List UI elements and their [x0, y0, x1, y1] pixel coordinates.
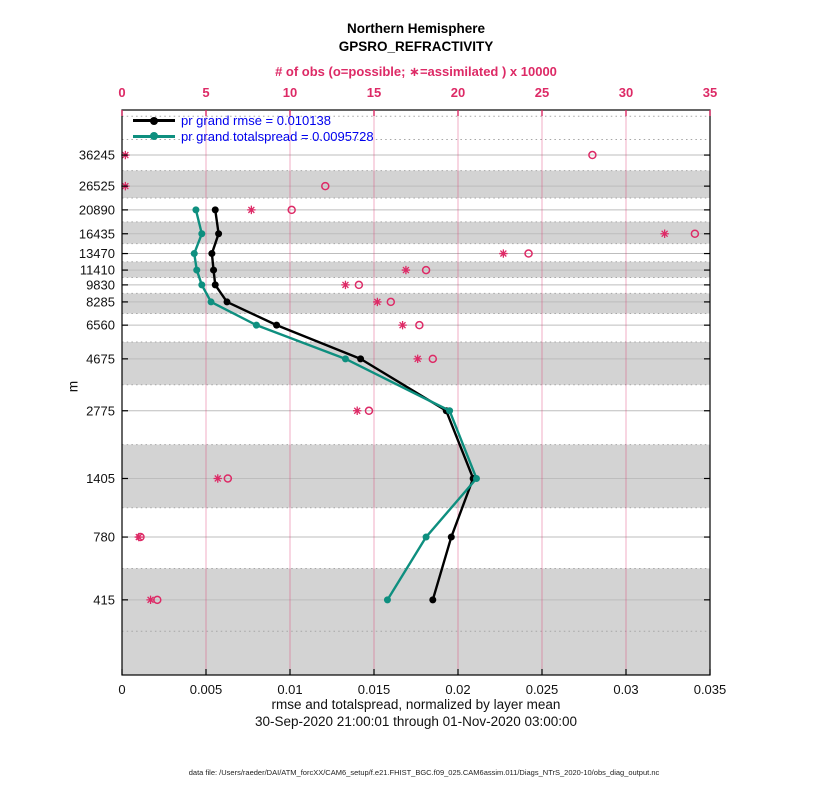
x-tick-label: 0.035 [693, 682, 727, 697]
x-tick-label: 0 [118, 682, 126, 697]
totalspread-point [198, 230, 205, 237]
y-tick-label: 780 [93, 529, 115, 545]
x-tick-label: 0.03 [613, 682, 639, 697]
x-tick-label: 0.01 [277, 682, 303, 697]
assimilated-obs-marker [402, 266, 410, 274]
y-tick-label: 26525 [78, 178, 115, 194]
y-tick-label: 13470 [78, 246, 115, 262]
totalspread-point [208, 298, 215, 305]
x-tick-label: 0.015 [357, 682, 391, 697]
rmse-point [215, 230, 222, 237]
top-tick-label: 20 [450, 85, 466, 100]
y-tick-label: 16435 [78, 226, 115, 242]
totalspread-point [473, 475, 480, 482]
y-tick-label: 20890 [78, 202, 115, 218]
assimilated-obs-marker [660, 230, 668, 238]
rmse-point [208, 250, 215, 257]
figure-subtitle: GPSRO_REFRACTIVITY [338, 39, 494, 54]
top-tick-label: 5 [202, 85, 210, 100]
totalspread-point [446, 407, 453, 414]
y-tick-label: 6560 [86, 317, 115, 333]
assimilated-obs-marker [214, 474, 222, 482]
y-tick-label: 1405 [86, 470, 115, 486]
layer-band [122, 568, 710, 675]
top-tick-label: 35 [702, 85, 718, 100]
layer-band [122, 171, 710, 198]
legend-item-totalspread [133, 129, 374, 145]
assimilated-obs-marker [413, 355, 421, 363]
y-tick-label: 36245 [78, 147, 115, 163]
y-tick-label: 11410 [79, 262, 115, 278]
x-tick-label: 0.02 [445, 682, 471, 697]
top-tick-label: 25 [534, 85, 550, 100]
rmse-point [273, 322, 280, 329]
assimilated-obs-marker [247, 206, 255, 214]
totalspread-point [423, 534, 430, 541]
y-tick-label: 415 [93, 592, 115, 608]
x-axis-date-range: 30-Sep-2020 21:00:01 through 01-Nov-2020 03:00:00 [255, 714, 577, 729]
top-tick-label: 10 [282, 85, 298, 100]
assimilated-obs-marker [341, 281, 349, 289]
totalspread-point [253, 322, 260, 329]
totalspread-point [191, 250, 198, 257]
totalspread-legend-label: pr grand totalspread = 0.0095728 [181, 128, 374, 144]
totalspread-point [198, 281, 205, 288]
legend [133, 113, 374, 144]
layer-band [122, 342, 710, 385]
rmse-legend-dot [150, 117, 158, 125]
top-tick-label: 30 [618, 85, 634, 100]
x-axis-label: rmse and totalspread, normalized by layer mean [271, 697, 561, 712]
rmse-legend-label: pr grand rmse = 0.010138 [181, 113, 331, 129]
assimilated-obs-marker [353, 407, 361, 415]
data-file-path: data file: /Users/raeder/DAI/ATM_forcXX/CAM6_setup/f.e21.FHIST_BGC.f09_025.CAM6assim.011/Diags_NTrS_2020-10/obs_diag_output.nc [188, 768, 660, 777]
rmse-point [210, 267, 217, 274]
top-tick-label: 0 [118, 85, 126, 100]
layer-band [122, 222, 710, 244]
rmse-point [448, 534, 455, 541]
obs-axis-label: # of obs (o=possible; ∗=assimilated ) x 10000 [275, 64, 557, 79]
assimilated-obs-marker [499, 249, 507, 257]
y-tick-label: 8285 [86, 294, 115, 310]
y-axis-label: m [65, 380, 81, 393]
x-tick-label: 0.005 [189, 682, 223, 697]
rmse-legend-line-swatch [133, 119, 175, 122]
totalspread-point [342, 355, 349, 362]
rmse-point [212, 281, 219, 288]
y-tick-label: 4675 [86, 351, 115, 367]
rmse-point [212, 206, 219, 213]
totalspread-point [193, 267, 200, 274]
rmse-point [224, 298, 231, 305]
totalspread-legend-line-swatch [133, 135, 175, 138]
layer-band [122, 445, 710, 508]
x-tick-label: 0.025 [525, 682, 559, 697]
top-tick-label: 15 [366, 85, 382, 100]
totalspread-point [384, 596, 391, 603]
legend-item-rmse [133, 113, 374, 129]
totalspread-legend-dot [150, 132, 158, 140]
rmse-point [357, 355, 364, 362]
y-tick-label: 9830 [86, 277, 115, 293]
assimilated-obs-marker [373, 298, 381, 306]
rmse-point [429, 596, 436, 603]
totalspread-point [192, 206, 199, 213]
figure-title: Northern Hemisphere [346, 21, 486, 36]
assimilated-obs-marker [398, 321, 406, 329]
y-tick-label: 2775 [86, 403, 115, 419]
